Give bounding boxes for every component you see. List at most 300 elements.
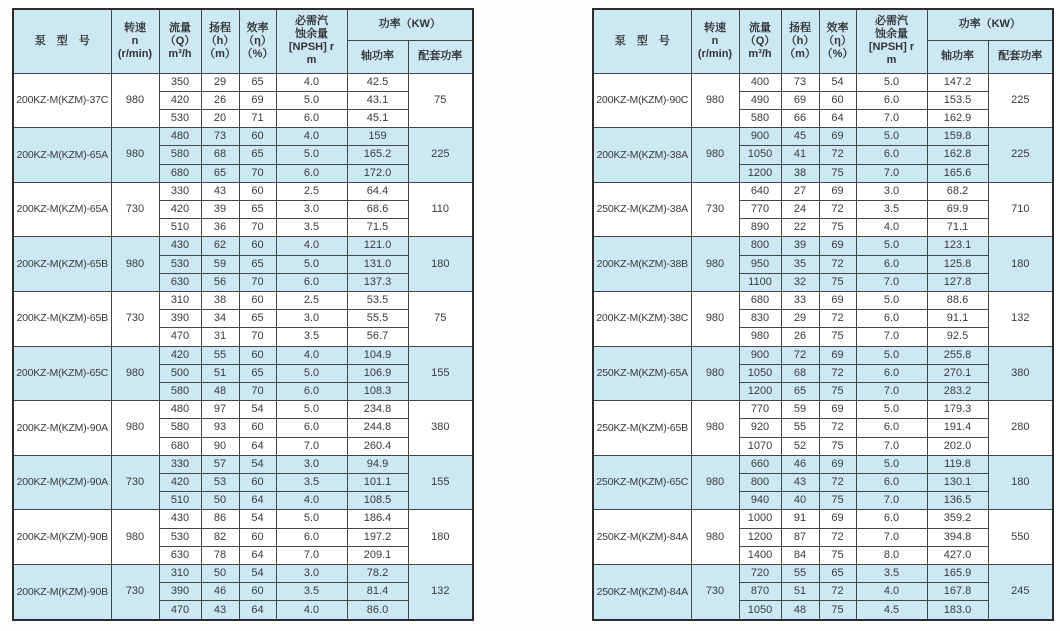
matching-power-cell: 180: [988, 455, 1053, 510]
speed-cell: 980: [691, 346, 739, 401]
header-npsh: [276, 9, 347, 73]
npsh-cell: 6.0: [856, 364, 927, 382]
matching-power-cell: 180: [988, 237, 1053, 292]
flow-cell: 920: [739, 419, 781, 437]
pump-model-cell: 200KZ-M(KZM)-90C: [593, 73, 691, 128]
head-cell: 50: [201, 564, 239, 582]
shaft-power-cell: 94.9: [347, 455, 408, 473]
npsh-cell: 7.0: [856, 492, 927, 510]
flow-cell: 830: [739, 310, 781, 328]
header-speed-line: 转速: [124, 21, 146, 34]
flow-cell: 1400: [739, 546, 781, 564]
npsh-cell: 7.0: [856, 328, 927, 346]
efficiency-cell: 65: [239, 364, 276, 382]
npsh-cell: 6.0: [276, 273, 347, 291]
table-body: [13, 73, 473, 620]
matching-power-cell: 550: [988, 510, 1053, 565]
head-cell: 26: [781, 328, 819, 346]
header-matching-power: 配套功率: [988, 40, 1053, 73]
header-npsh-line: [NPSH] r: [868, 41, 915, 54]
flow-cell: 490: [739, 91, 781, 109]
npsh-cell: 3.5: [276, 219, 347, 237]
speed-cell: 980: [111, 401, 159, 456]
pump-data-row: [593, 401, 1053, 419]
efficiency-cell: 54: [819, 73, 856, 91]
efficiency-cell: 69: [819, 128, 856, 146]
head-cell: 91: [781, 510, 819, 528]
npsh-cell: 4.0: [856, 583, 927, 601]
npsh-cell: 3.5: [276, 473, 347, 491]
pump-model-cell: 200KZ-M(KZM)-38A: [593, 128, 691, 183]
flow-cell: 770: [739, 401, 781, 419]
shaft-power-cell: 244.8: [347, 419, 408, 437]
pump-data-row: [593, 346, 1053, 364]
npsh-cell: 5.0: [856, 128, 927, 146]
efficiency-cell: 69: [819, 510, 856, 528]
pump-model-cell: 200KZ-M(KZM)-65C: [13, 346, 111, 401]
shaft-power-cell: 71.1: [927, 219, 988, 237]
shaft-power-cell: 92.5: [927, 328, 988, 346]
head-cell: 86: [201, 510, 239, 528]
head-cell: 55: [781, 419, 819, 437]
head-cell: 48: [781, 601, 819, 620]
header-matching-power: 配套功率: [408, 40, 473, 73]
matching-power-cell: 110: [408, 182, 473, 237]
head-cell: 43: [201, 182, 239, 200]
speed-cell: 980: [111, 346, 159, 401]
npsh-cell: 3.0: [276, 200, 347, 218]
flow-cell: 1050: [739, 601, 781, 620]
npsh-cell: 7.0: [276, 546, 347, 564]
pump-spec-table-left: [12, 8, 474, 621]
head-cell: 66: [781, 109, 819, 127]
header-head-line: （h）: [205, 34, 235, 47]
head-cell: 24: [781, 200, 819, 218]
efficiency-cell: 60: [239, 291, 276, 309]
head-cell: 39: [781, 237, 819, 255]
header-npsh-line: m: [886, 54, 897, 67]
head-cell: 29: [781, 310, 819, 328]
efficiency-cell: 75: [819, 492, 856, 510]
shaft-power-cell: 159: [347, 128, 408, 146]
table-header: [593, 9, 1053, 73]
shaft-power-cell: 162.8: [927, 146, 988, 164]
flow-cell: 580: [159, 146, 201, 164]
matching-power-cell: 75: [408, 73, 473, 128]
flow-cell: 420: [159, 200, 201, 218]
npsh-cell: 5.0: [856, 237, 927, 255]
shaft-power-cell: 127.8: [927, 273, 988, 291]
efficiency-cell: 65: [239, 255, 276, 273]
shaft-power-cell: 165.6: [927, 164, 988, 182]
flow-cell: 1070: [739, 437, 781, 455]
flow-cell: 980: [739, 328, 781, 346]
npsh-cell: 8.0: [856, 546, 927, 564]
head-cell: 73: [781, 73, 819, 91]
efficiency-cell: 65: [239, 310, 276, 328]
npsh-cell: 4.0: [276, 346, 347, 364]
header-head-line: 扬程: [209, 21, 231, 34]
pump-data-row: [13, 401, 473, 419]
efficiency-cell: 72: [819, 146, 856, 164]
head-cell: 43: [201, 601, 239, 620]
npsh-cell: 3.0: [276, 310, 347, 328]
header-flow-line: （Q）: [744, 34, 776, 47]
shaft-power-cell: 119.8: [927, 455, 988, 473]
shaft-power-cell: 209.1: [347, 546, 408, 564]
flow-cell: 720: [739, 564, 781, 582]
flow-cell: 530: [159, 528, 201, 546]
shaft-power-cell: 359.2: [927, 510, 988, 528]
npsh-cell: 3.5: [276, 583, 347, 601]
efficiency-cell: 54: [239, 564, 276, 582]
npsh-cell: 6.0: [856, 310, 927, 328]
header-npsh-line: 蚀余量: [875, 28, 908, 41]
speed-cell: 980: [691, 73, 739, 128]
npsh-cell: 6.0: [276, 109, 347, 127]
matching-power-cell: 180: [408, 237, 473, 292]
shaft-power-cell: 121.0: [347, 237, 408, 255]
shaft-power-cell: 260.4: [347, 437, 408, 455]
matching-power-cell: 225: [988, 73, 1053, 128]
shaft-power-cell: 153.5: [927, 91, 988, 109]
head-cell: 20: [201, 109, 239, 127]
npsh-cell: 6.0: [856, 510, 927, 528]
head-cell: 22: [781, 219, 819, 237]
npsh-cell: 7.0: [856, 528, 927, 546]
pump-data-row: [13, 182, 473, 200]
flow-cell: 640: [739, 182, 781, 200]
flow-cell: 470: [159, 328, 201, 346]
npsh-cell: 5.0: [276, 510, 347, 528]
header-flow-line: （Q）: [164, 34, 196, 47]
efficiency-cell: 65: [819, 564, 856, 582]
flow-cell: 630: [159, 546, 201, 564]
flow-cell: 580: [739, 109, 781, 127]
matching-power-cell: 225: [408, 128, 473, 183]
shaft-power-cell: 234.8: [347, 401, 408, 419]
npsh-cell: 2.5: [276, 182, 347, 200]
shaft-power-cell: 88.6: [927, 291, 988, 309]
npsh-cell: 3.0: [856, 182, 927, 200]
npsh-cell: 4.0: [276, 237, 347, 255]
head-cell: 82: [201, 528, 239, 546]
efficiency-cell: 69: [819, 455, 856, 473]
pump-data-row: [593, 182, 1053, 200]
header-head-line: （m）: [204, 47, 236, 60]
head-cell: 26: [201, 91, 239, 109]
header-flow-line: m³/h: [168, 47, 192, 60]
flow-cell: 400: [739, 73, 781, 91]
pump-model-cell: 200KZ-M(KZM)-65A: [13, 182, 111, 237]
head-cell: 73: [201, 128, 239, 146]
head-cell: 31: [201, 328, 239, 346]
header-efficiency-line: （%）: [821, 47, 854, 60]
efficiency-cell: 75: [819, 437, 856, 455]
shaft-power-cell: 55.5: [347, 310, 408, 328]
efficiency-cell: 70: [239, 164, 276, 182]
head-cell: 27: [781, 182, 819, 200]
shaft-power-cell: 125.8: [927, 255, 988, 273]
npsh-cell: 3.5: [276, 328, 347, 346]
npsh-cell: 5.0: [856, 346, 927, 364]
head-cell: 50: [201, 492, 239, 510]
efficiency-cell: 64: [239, 546, 276, 564]
efficiency-cell: 64: [239, 437, 276, 455]
efficiency-cell: 72: [819, 419, 856, 437]
head-cell: 40: [781, 492, 819, 510]
matching-power-cell: 75: [408, 291, 473, 346]
header-head-line: （m）: [784, 47, 816, 60]
speed-cell: 730: [111, 291, 159, 346]
flow-cell: 580: [159, 382, 201, 400]
flow-cell: 330: [159, 182, 201, 200]
efficiency-cell: 72: [819, 255, 856, 273]
matching-power-cell: 155: [408, 455, 473, 510]
npsh-cell: 3.5: [856, 564, 927, 582]
header-efficiency-line: （η）: [243, 34, 272, 47]
efficiency-cell: 69: [819, 401, 856, 419]
speed-cell: 730: [111, 564, 159, 620]
flow-cell: 480: [159, 401, 201, 419]
flow-cell: 510: [159, 219, 201, 237]
flow-cell: 390: [159, 583, 201, 601]
shaft-power-cell: 91.1: [927, 310, 988, 328]
efficiency-cell: 69: [819, 237, 856, 255]
header-npsh-line: m: [306, 54, 317, 67]
head-cell: 46: [201, 583, 239, 601]
flow-cell: 1200: [739, 164, 781, 182]
npsh-cell: 6.0: [856, 419, 927, 437]
flow-cell: 1050: [739, 364, 781, 382]
flow-cell: 310: [159, 564, 201, 582]
matching-power-cell: 225: [988, 128, 1053, 183]
head-cell: 38: [201, 291, 239, 309]
table-body: [593, 73, 1053, 620]
shaft-power-cell: 130.1: [927, 473, 988, 491]
flow-cell: 1200: [739, 382, 781, 400]
head-cell: 33: [781, 291, 819, 309]
efficiency-cell: 69: [819, 182, 856, 200]
shaft-power-cell: 427.0: [927, 546, 988, 564]
head-cell: 62: [201, 237, 239, 255]
pump-model-cell: 200KZ-M(KZM)-90A: [13, 401, 111, 456]
npsh-cell: 4.5: [856, 601, 927, 620]
npsh-cell: 3.0: [276, 455, 347, 473]
efficiency-cell: 69: [819, 291, 856, 309]
header-speed-line: n: [711, 34, 719, 47]
pump-data-row: [13, 346, 473, 364]
shaft-power-cell: 106.9: [347, 364, 408, 382]
head-cell: 56: [201, 273, 239, 291]
header-npsh-line: [NPSH] r: [288, 41, 335, 54]
npsh-cell: 7.0: [856, 437, 927, 455]
head-cell: 90: [201, 437, 239, 455]
flow-cell: 310: [159, 291, 201, 309]
shaft-power-cell: 43.1: [347, 91, 408, 109]
shaft-power-cell: 64.4: [347, 182, 408, 200]
head-cell: 34: [201, 310, 239, 328]
npsh-cell: 5.0: [856, 401, 927, 419]
pump-data-row: [593, 455, 1053, 473]
head-cell: 53: [201, 473, 239, 491]
header-speed-line: (r/min): [697, 47, 733, 60]
npsh-cell: 6.0: [276, 528, 347, 546]
efficiency-cell: 65: [239, 146, 276, 164]
pump-model-cell: 200KZ-M(KZM)-90A: [13, 455, 111, 510]
shaft-power-cell: 179.3: [927, 401, 988, 419]
flow-cell: 350: [159, 73, 201, 91]
pump-data-row: [593, 73, 1053, 91]
npsh-cell: 3.5: [856, 200, 927, 218]
header-speed-line: n: [131, 34, 139, 47]
head-cell: 38: [781, 164, 819, 182]
head-cell: 51: [781, 583, 819, 601]
pump-model-cell: 200KZ-M(KZM)-65B: [13, 291, 111, 346]
pump-model-cell: 200KZ-M(KZM)-65A: [13, 128, 111, 183]
shaft-power-cell: 202.0: [927, 437, 988, 455]
efficiency-cell: 75: [819, 219, 856, 237]
efficiency-cell: 64: [819, 109, 856, 127]
efficiency-cell: 70: [239, 382, 276, 400]
head-cell: 55: [781, 564, 819, 582]
head-cell: 59: [201, 255, 239, 273]
npsh-cell: 4.0: [276, 492, 347, 510]
shaft-power-cell: 255.8: [927, 346, 988, 364]
efficiency-cell: 72: [819, 473, 856, 491]
efficiency-cell: 75: [819, 273, 856, 291]
npsh-cell: 7.0: [856, 164, 927, 182]
efficiency-cell: 54: [239, 401, 276, 419]
shaft-power-cell: 159.8: [927, 128, 988, 146]
header-speed: [111, 9, 159, 73]
shaft-power-cell: 81.4: [347, 583, 408, 601]
header-flow: [159, 9, 201, 73]
efficiency-cell: 72: [819, 310, 856, 328]
shaft-power-cell: 167.8: [927, 583, 988, 601]
header-flow-line: m³/h: [748, 47, 772, 60]
npsh-cell: 5.0: [276, 91, 347, 109]
npsh-cell: 7.0: [856, 273, 927, 291]
npsh-cell: 5.0: [856, 455, 927, 473]
shaft-power-cell: 191.4: [927, 419, 988, 437]
efficiency-cell: 71: [239, 109, 276, 127]
shaft-power-cell: 68.2: [927, 182, 988, 200]
efficiency-cell: 60: [239, 128, 276, 146]
npsh-cell: 2.5: [276, 291, 347, 309]
efficiency-cell: 60: [239, 182, 276, 200]
matching-power-cell: 180: [408, 510, 473, 565]
efficiency-cell: 60: [239, 528, 276, 546]
flow-cell: 680: [159, 437, 201, 455]
efficiency-cell: 65: [239, 200, 276, 218]
efficiency-cell: 70: [239, 273, 276, 291]
pump-model-cell: 200KZ-M(KZM)-90B: [13, 564, 111, 620]
flow-cell: 680: [739, 291, 781, 309]
head-cell: 97: [201, 401, 239, 419]
efficiency-cell: 60: [819, 91, 856, 109]
head-cell: 39: [201, 200, 239, 218]
npsh-cell: 4.0: [856, 219, 927, 237]
flow-cell: 900: [739, 128, 781, 146]
efficiency-cell: 65: [239, 73, 276, 91]
pump-data-row: [13, 237, 473, 255]
matching-power-cell: 132: [408, 564, 473, 620]
head-cell: 84: [781, 546, 819, 564]
shaft-power-cell: 165.2: [347, 146, 408, 164]
flow-cell: 800: [739, 237, 781, 255]
header-npsh-line: 必需汽: [875, 15, 908, 28]
head-cell: 68: [201, 146, 239, 164]
flow-cell: 420: [159, 91, 201, 109]
flow-cell: 480: [159, 128, 201, 146]
header-power: 功率（KW）: [347, 9, 473, 40]
npsh-cell: 5.0: [276, 255, 347, 273]
flow-cell: 510: [159, 492, 201, 510]
efficiency-cell: 70: [239, 219, 276, 237]
speed-cell: 730: [691, 182, 739, 237]
head-cell: 78: [201, 546, 239, 564]
flow-cell: 630: [159, 273, 201, 291]
flow-cell: 430: [159, 237, 201, 255]
matching-power-cell: 245: [988, 564, 1053, 620]
pump-data-row: [13, 128, 473, 146]
speed-cell: 980: [691, 510, 739, 565]
pump-data-row: [593, 564, 1053, 582]
header-efficiency-line: 效率: [826, 21, 849, 34]
speed-cell: 730: [111, 182, 159, 237]
head-cell: 32: [781, 273, 819, 291]
head-cell: 59: [781, 401, 819, 419]
header-efficiency-line: （%）: [241, 47, 274, 60]
flow-cell: 330: [159, 455, 201, 473]
head-cell: 87: [781, 528, 819, 546]
pump-model-cell: 250KZ-M(KZM)-65C: [593, 455, 691, 510]
shaft-power-cell: 42.5: [347, 73, 408, 91]
npsh-cell: 5.0: [276, 401, 347, 419]
header-npsh-line: 必需汽: [295, 15, 328, 28]
matching-power-cell: 380: [988, 346, 1053, 401]
shaft-power-cell: 162.9: [927, 109, 988, 127]
head-cell: 36: [201, 219, 239, 237]
efficiency-cell: 60: [239, 237, 276, 255]
efficiency-cell: 60: [239, 473, 276, 491]
header-speed-line: (r/min): [117, 47, 153, 60]
header-npsh: [856, 9, 927, 73]
efficiency-cell: 72: [819, 583, 856, 601]
header-shaft-power: 轴功率: [927, 40, 988, 73]
speed-cell: 980: [691, 455, 739, 510]
speed-cell: 730: [691, 564, 739, 620]
pump-model-cell: 250KZ-M(KZM)-65B: [593, 401, 691, 456]
npsh-cell: 3.0: [276, 564, 347, 582]
head-cell: 43: [781, 473, 819, 491]
npsh-cell: 6.0: [856, 473, 927, 491]
shaft-power-cell: 183.0: [927, 601, 988, 620]
header-efficiency: [239, 9, 276, 73]
head-cell: 35: [781, 255, 819, 273]
pump-data-row: [13, 291, 473, 309]
pump-spec-table-right: [592, 8, 1054, 621]
npsh-cell: 6.0: [856, 91, 927, 109]
efficiency-cell: 75: [819, 546, 856, 564]
shaft-power-cell: 68.6: [347, 200, 408, 218]
header-head-line: （h）: [785, 34, 815, 47]
flow-cell: 800: [739, 473, 781, 491]
efficiency-cell: 72: [819, 528, 856, 546]
speed-cell: 730: [111, 455, 159, 510]
speed-cell: 980: [691, 291, 739, 346]
